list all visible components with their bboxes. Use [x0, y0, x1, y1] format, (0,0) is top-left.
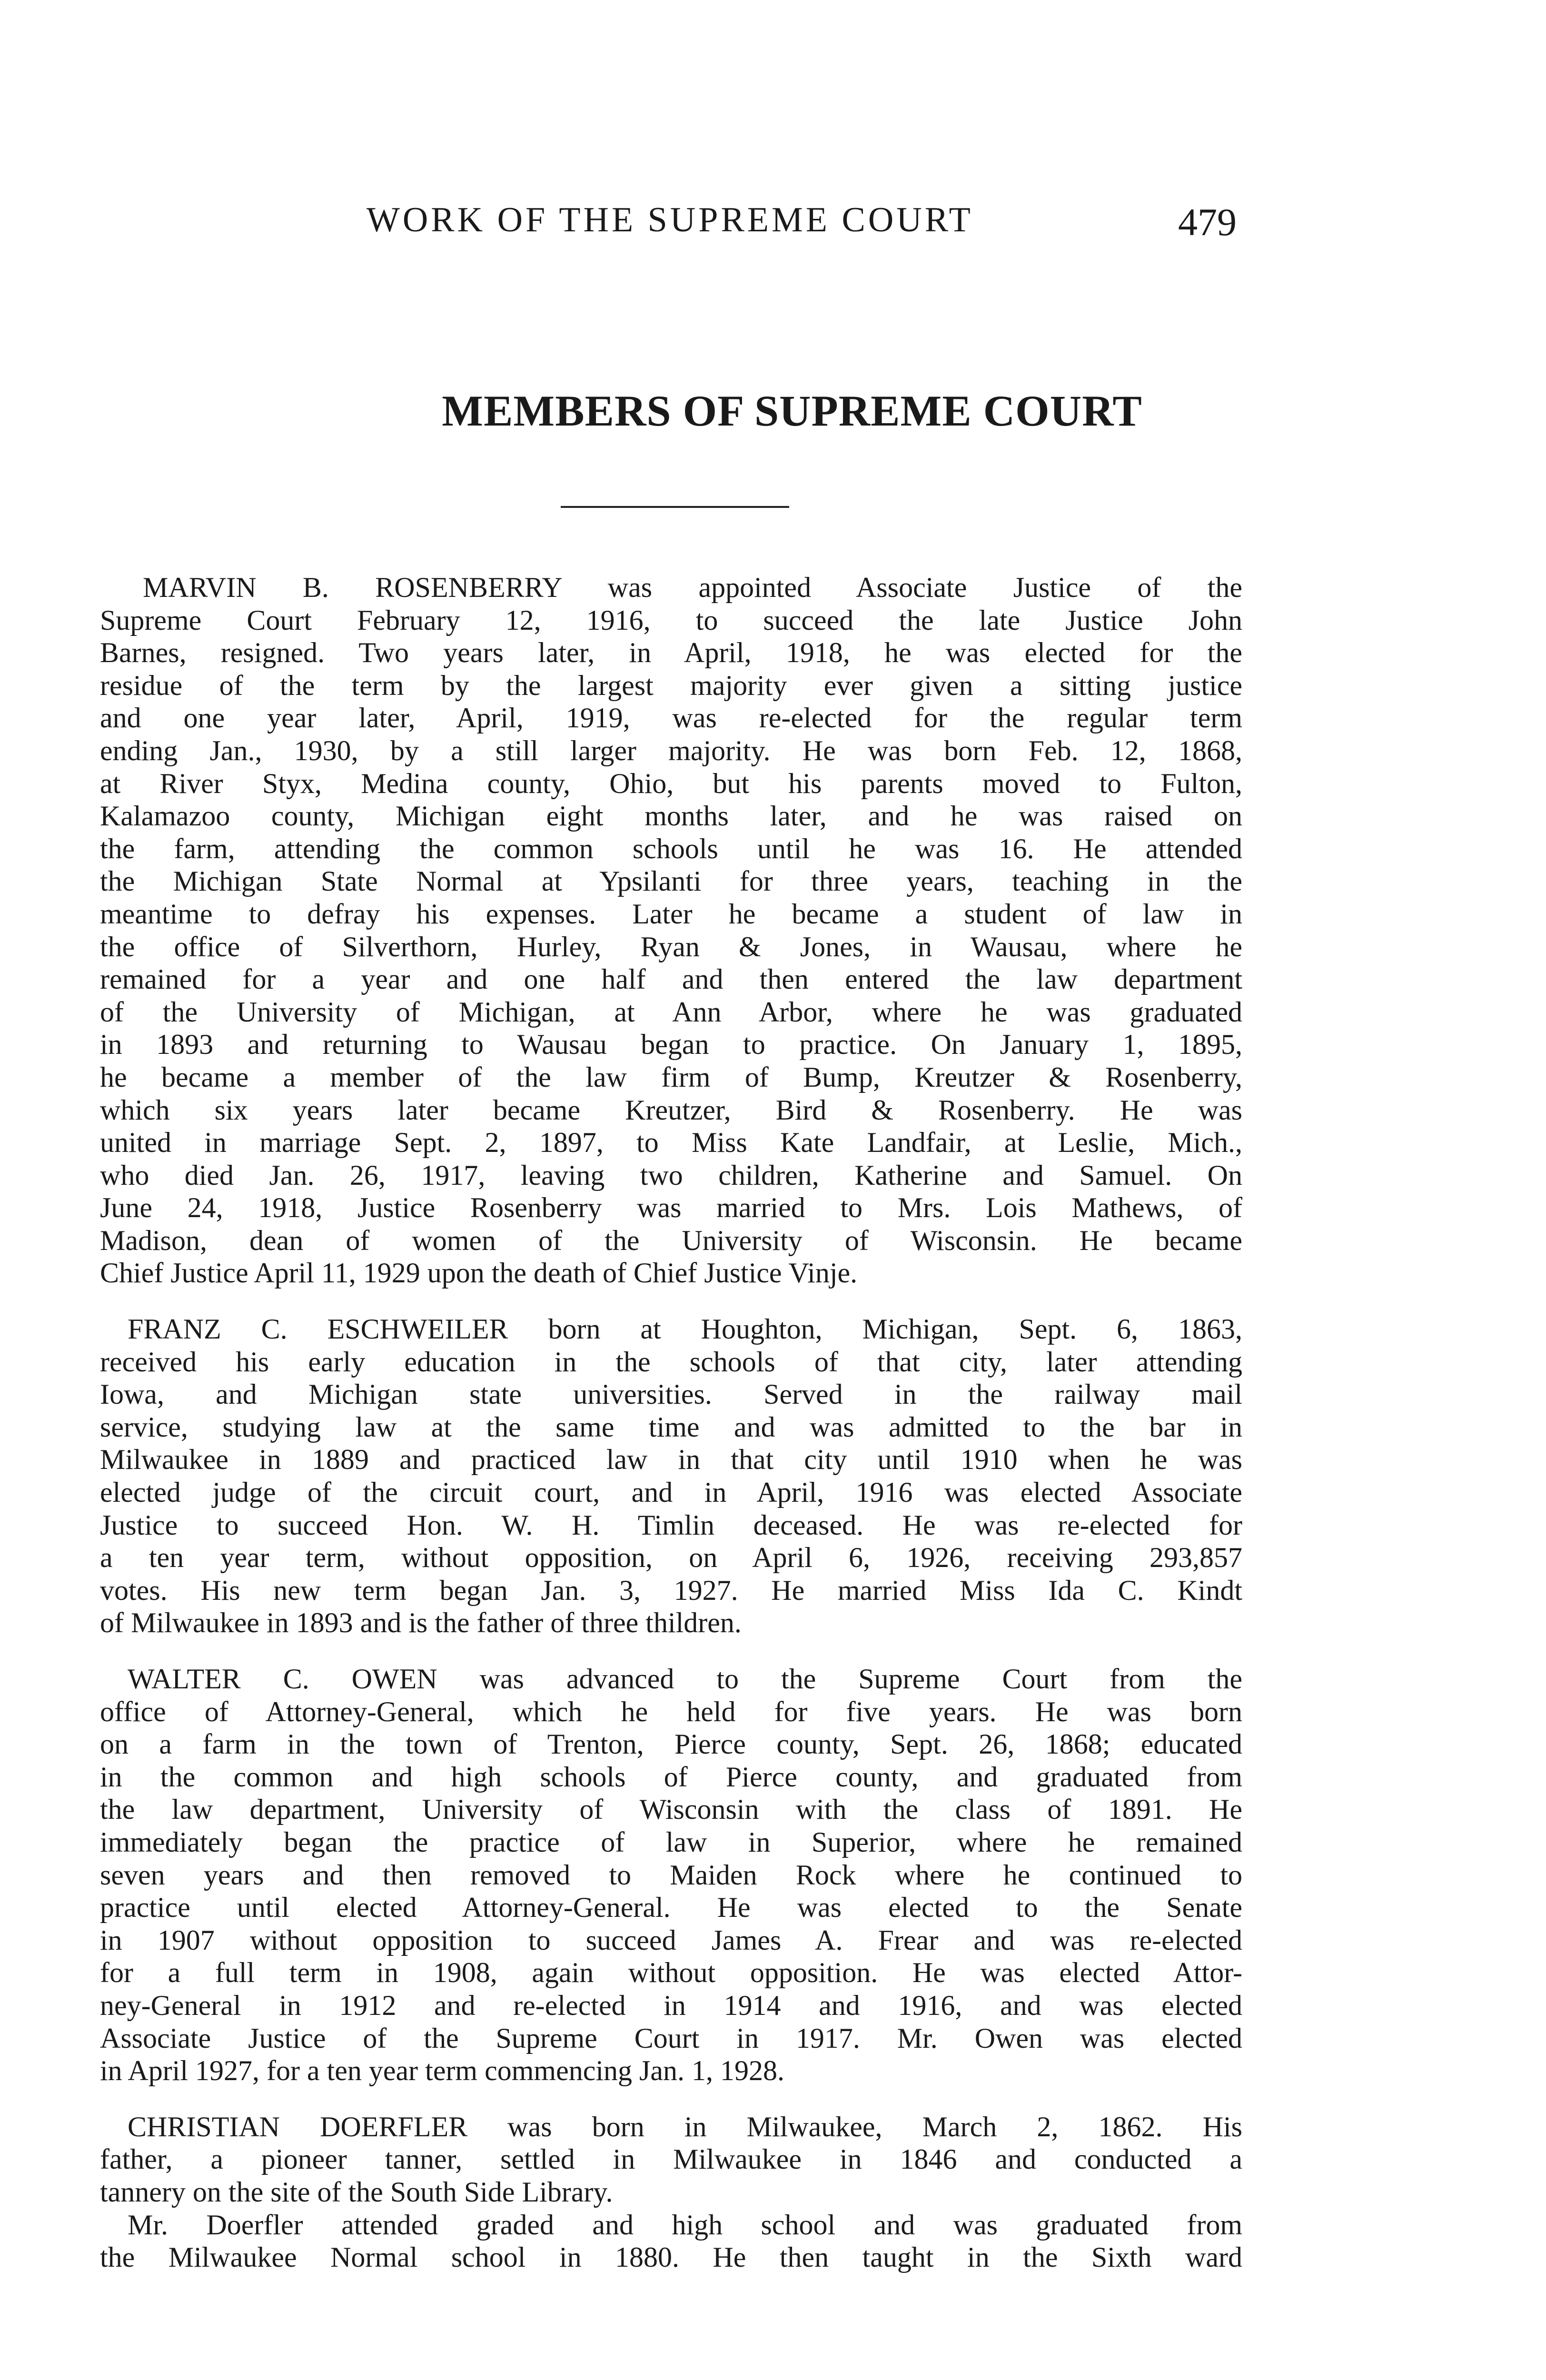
text-line: Barnes, resigned. Two years later, in April, 1918, he was elected for the: [100, 637, 1242, 669]
text-line: service, studying law at the same time and was admitted to the bar in: [100, 1411, 1242, 1443]
paragraph-doerfler-continued: [100, 2209, 1242, 2274]
text-line: of the University of Michigan, at Ann Arbor, where he was graduated: [100, 996, 1242, 1028]
text-line: remained for a year and one half and then entered the law department: [100, 963, 1242, 995]
text-line: Justice to succeed Hon. W. H. Timlin deceased. He was re-elected for: [100, 1509, 1242, 1541]
paragraph-owen: [100, 1663, 1242, 2087]
text-line: office of Attorney-General, which he held for five years. He was born: [100, 1696, 1242, 1727]
text-line: Madison, dean of women of the University of Wisconsin. He became: [100, 1224, 1242, 1256]
text-line: in the common and high schools of Pierce county, and graduated from: [100, 1761, 1242, 1793]
text-line: residue of the term by the largest majority ever given a sitting justice: [100, 669, 1242, 701]
running-head: [0, 200, 1546, 257]
text-line: MARVIN B. ROSENBERRY was appointed Associate Justice of the: [143, 572, 1242, 603]
text-line: for a full term in 1908, again without opposition. He was elected Attor-: [100, 1957, 1242, 1989]
text-line: WALTER C. OWEN was advanced to the Supreme Court from the: [128, 1663, 1242, 1695]
text-line: in April 1927, for a ten year term commencing Jan. 1, 1928.: [100, 2055, 784, 2087]
text-line: Chief Justice April 11, 1929 upon the death of Chief Justice Vinje.: [100, 1257, 858, 1289]
text-line: Kalamazoo county, Michigan eight months later, and he was raised on: [100, 800, 1242, 832]
title-rule: [561, 506, 789, 508]
text-line: ney-General in 1912 and re-elected in 1914 and 1916, and was elected: [100, 1989, 1242, 2021]
paragraph-eschweiler: [100, 1313, 1242, 1639]
text-line: father, a pioneer tanner, settled in Milwaukee in 1846 and conducted a: [100, 2143, 1242, 2175]
section-title: MEMBERS OF SUPREME COURT: [442, 387, 1142, 435]
text-line: united in marriage Sept. 2, 1897, to Miss Kate Landfair, at Leslie, Mich.,: [100, 1127, 1242, 1159]
text-line: CHRISTIAN DOERFLER was born in Milwaukee, March 2, 1862. His: [128, 2111, 1242, 2142]
text-line: Iowa, and Michigan state universities. Served in the railway mail: [100, 1378, 1242, 1410]
text-line: and one year later, April, 1919, was re-elected for the regular term: [100, 702, 1242, 734]
text-line: the Milwaukee Normal school in 1880. He then taught in the Sixth ward: [100, 2241, 1242, 2273]
text-line: FRANZ C. ESCHWEILER born at Houghton, Michigan, Sept. 6, 1863,: [128, 1313, 1242, 1345]
text-line: in 1893 and returning to Wausau began to practice. On January 1, 1895,: [100, 1029, 1242, 1061]
text-line: a ten year term, without opposition, on April 6, 1926, receiving 293,857: [100, 1542, 1242, 1574]
text-line: who died Jan. 26, 1917, leaving two children, Katherine and Samuel. On: [100, 1159, 1242, 1191]
text-line: elected judge of the circuit court, and in April, 1916 was elected Associate: [100, 1477, 1242, 1508]
text-line: the Michigan State Normal at Ypsilanti for three years, teaching in the: [100, 865, 1242, 897]
text-line: tannery on the site of the South Side Library.: [100, 2176, 613, 2208]
text-line: meantime to defray his expenses. Later he became a student of law in: [100, 898, 1242, 930]
text-line: which six years later became Kreutzer, Bird & Rosenberry. He was: [100, 1094, 1242, 1126]
text-line: he became a member of the law firm of Bump, Kreutzer & Rosenberry,: [100, 1061, 1242, 1093]
paragraph-rosenberry: [100, 571, 1242, 1289]
paragraph-doerfler: [100, 2111, 1242, 2209]
text-line: seven years and then removed to Maiden Rock where he continued to: [100, 1859, 1242, 1891]
text-line: Milwaukee in 1889 and practiced law in that city until 1910 when he was: [100, 1444, 1242, 1476]
text-line: Mr. Doerfler attended graded and high school and was graduated from: [128, 2209, 1242, 2241]
text-line: of Milwaukee in 1893 and is the father of three thildren.: [100, 1607, 742, 1639]
text-line: received his early education in the schools of that city, later attending: [100, 1346, 1242, 1378]
text-line: Associate Justice of the Supreme Court in 1917. Mr. Owen was elected: [100, 2022, 1242, 2054]
text-line: Supreme Court February 12, 1916, to succeed the late Justice John: [100, 604, 1242, 636]
text-line: practice until elected Attorney-General. He was elected to the Senate: [100, 1892, 1242, 1924]
body-text: [100, 571, 1242, 2274]
text-line: on a farm in the town of Trenton, Pierce county, Sept. 26, 1868; educated: [100, 1728, 1242, 1760]
running-title: WORK OF THE SUPREME COURT: [367, 200, 973, 239]
text-line: June 24, 1918, Justice Rosenberry was married to Mrs. Lois Mathews, of: [100, 1192, 1242, 1224]
text-line: at River Styx, Medina county, Ohio, but his parents moved to Fulton,: [100, 767, 1242, 799]
text-line: ending Jan., 1930, by a still larger majority. He was born Feb. 12, 1868,: [100, 734, 1242, 766]
text-line: the law department, University of Wisconsin with the class of 1891. He: [100, 1794, 1242, 1825]
text-line: votes. His new term began Jan. 3, 1927. He married Miss Ida C. Kindt: [100, 1574, 1242, 1606]
page-number: 479: [1178, 200, 1237, 244]
text-line: in 1907 without opposition to succeed James A. Frear and was re-elected: [100, 1924, 1242, 1956]
text-line: the farm, attending the common schools until he was 16. He attended: [100, 833, 1242, 864]
text-line: the office of Silverthorn, Hurley, Ryan & Jones, in Wausau, where he: [100, 931, 1242, 962]
text-line: immediately began the practice of law in Superior, where he remained: [100, 1826, 1242, 1858]
